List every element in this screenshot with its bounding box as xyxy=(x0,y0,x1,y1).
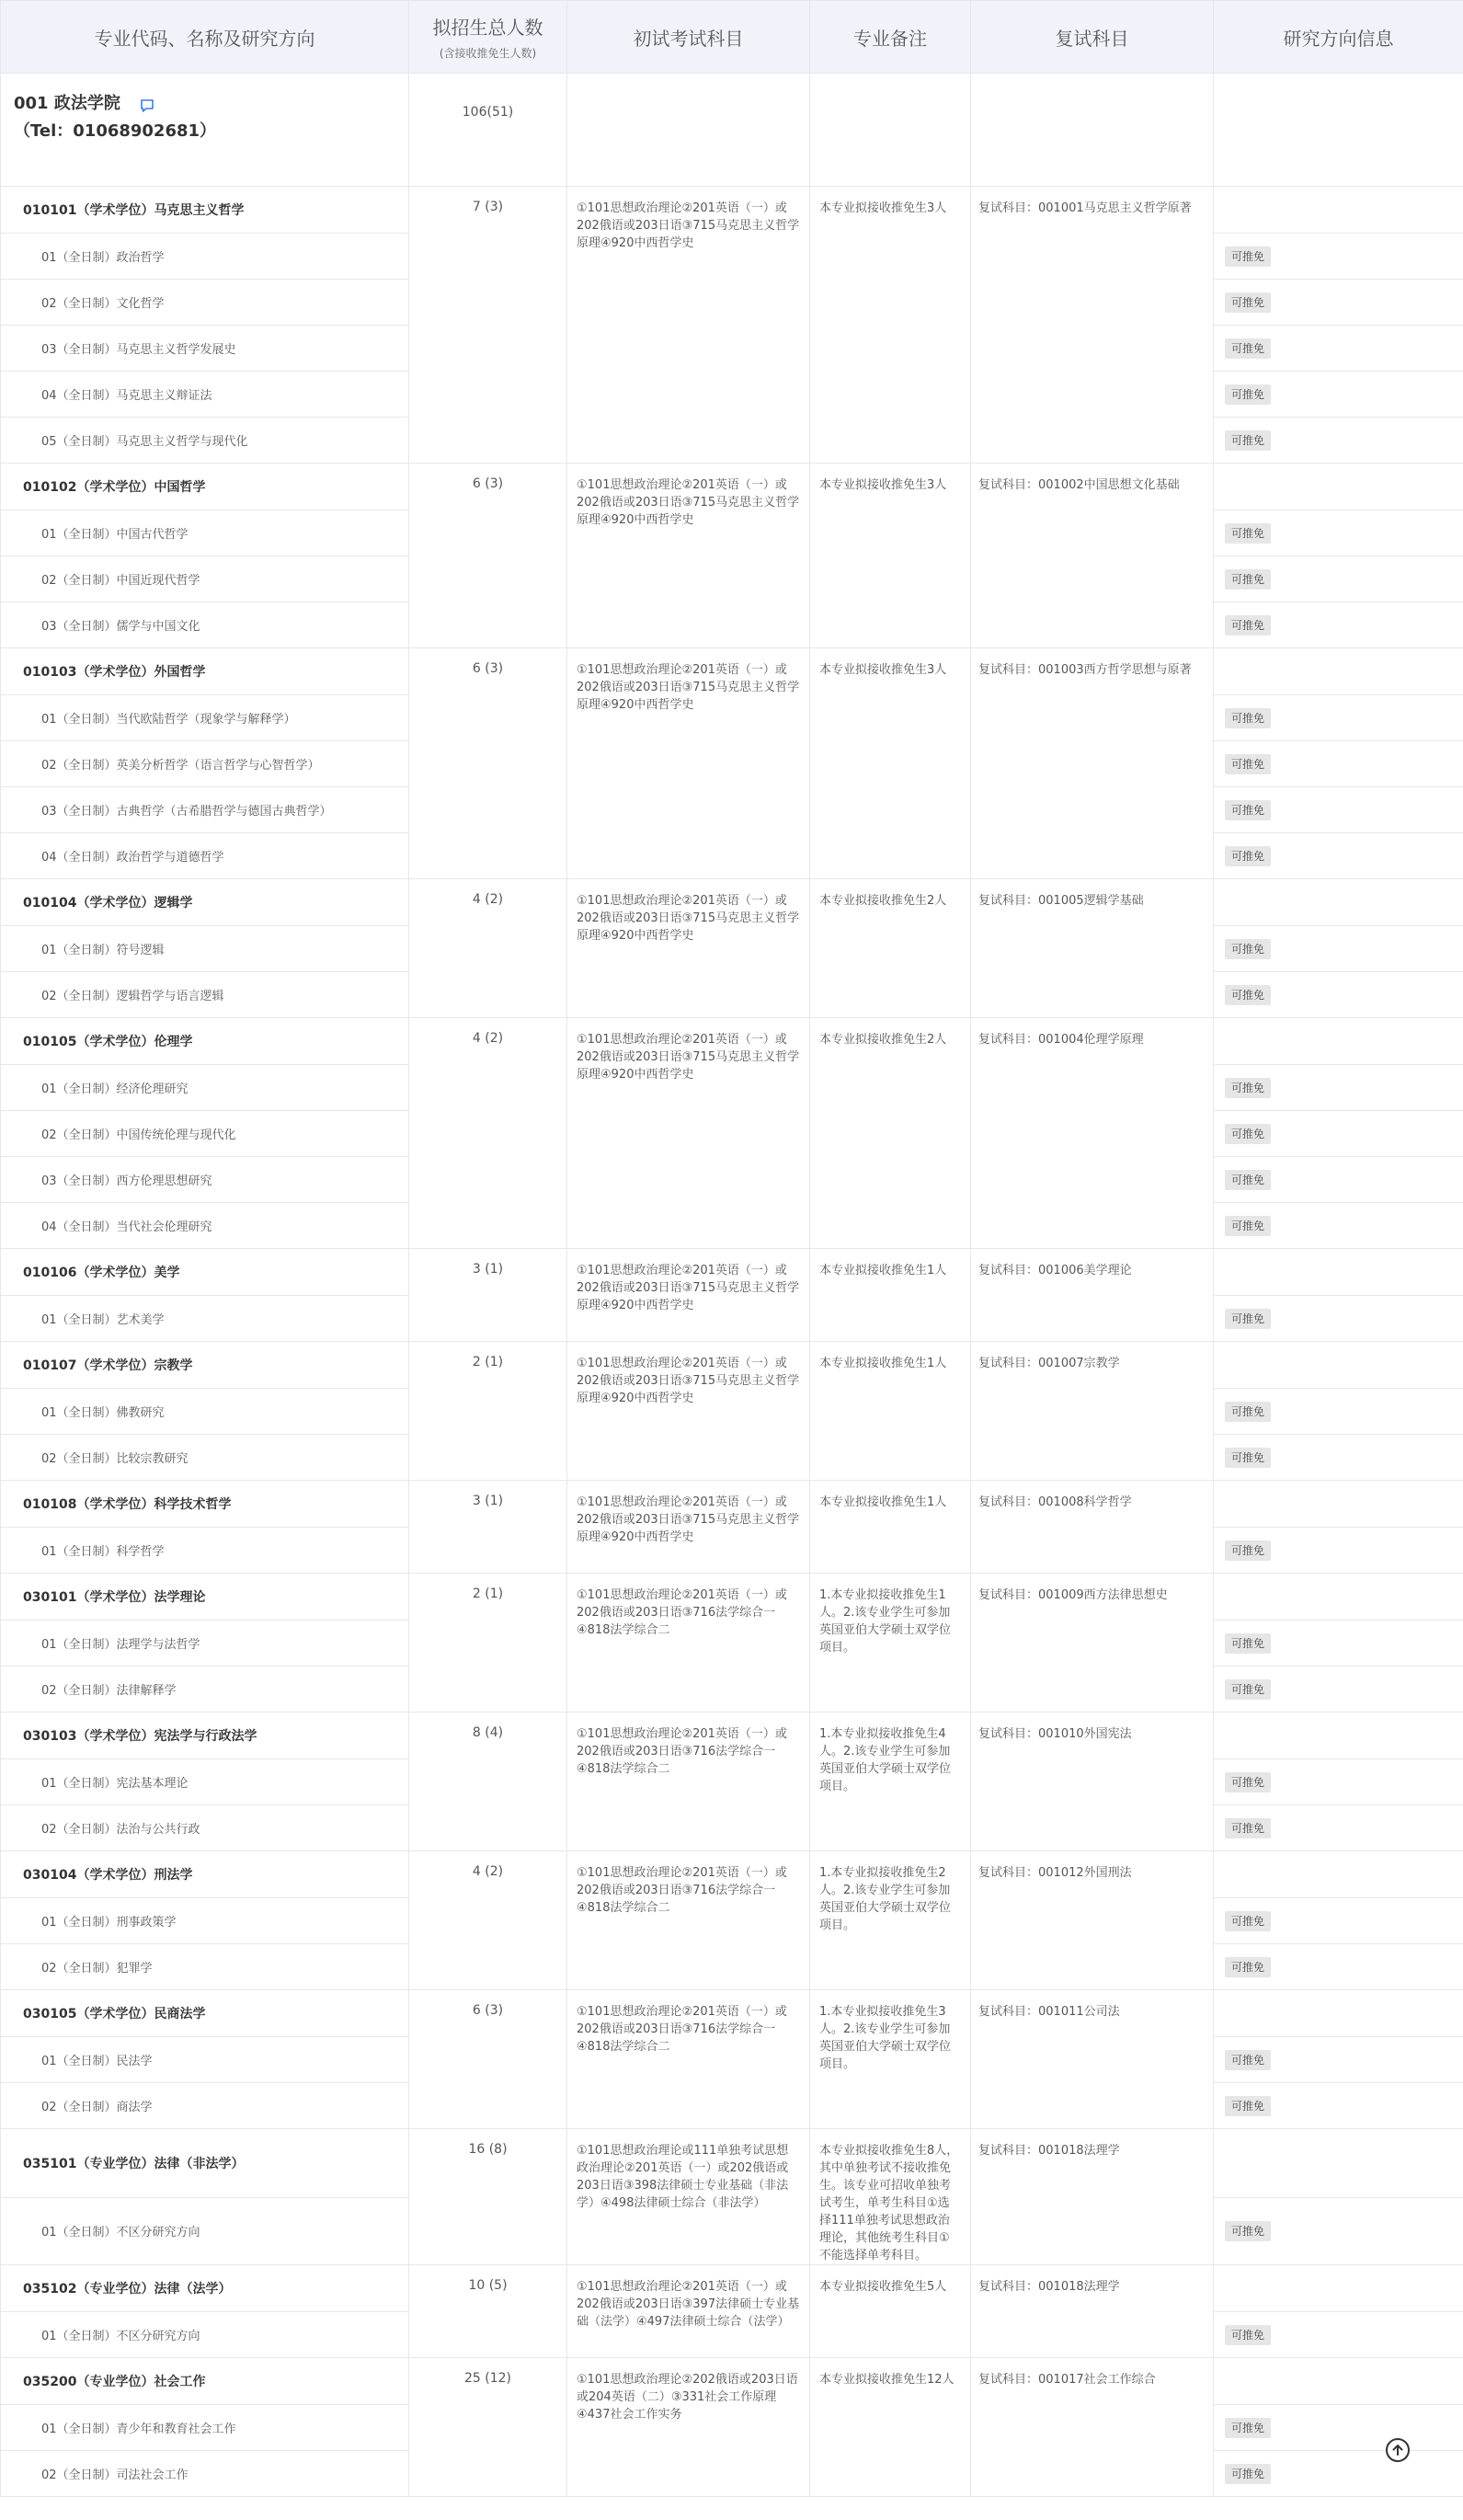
school-note-empty xyxy=(810,74,971,187)
major-retest: 复试科目：001017社会工作综合 xyxy=(971,2358,1214,2497)
major-retest: 复试科目：001006美学理论 xyxy=(971,1249,1214,1342)
major-info-empty xyxy=(1214,2265,1463,2312)
direction-label: 01（全日制）艺术美学 xyxy=(1,1296,409,1342)
recommend-badge[interactable]: 可推免 xyxy=(1225,1818,1271,1838)
major-exam: ①101思想政治理论②201英语（一）或202俄语或203日语③715马克思主义哲学原理④920中西哲学史 xyxy=(567,1342,810,1481)
direction-label: 02（全日制）比较宗教研究 xyxy=(1,1435,409,1481)
recommend-badge[interactable]: 可推免 xyxy=(1225,338,1271,359)
direction-info xyxy=(1214,1435,1463,1481)
major-title: 010108（学术学位）科学技术哲学 xyxy=(1,1481,409,1528)
direction-info xyxy=(1214,1065,1463,1111)
major-retest: 复试科目：001003西方哲学思想与原著 xyxy=(971,648,1214,879)
recommend-badge[interactable]: 可推免 xyxy=(1225,2418,1271,2438)
major-info-empty xyxy=(1214,464,1463,510)
direction-info xyxy=(1214,1389,1463,1435)
recommend-badge[interactable]: 可推免 xyxy=(1225,1911,1271,1931)
direction-info xyxy=(1214,1759,1463,1805)
major-note: 本专业拟接收推免生1人 xyxy=(810,1249,971,1342)
direction-label: 02（全日制）法治与公共行政 xyxy=(1,1805,409,1851)
major-title: 010106（学术学位）美学 xyxy=(1,1249,409,1296)
direction-label: 01（全日制）不区分研究方向 xyxy=(1,2312,409,2358)
major-info-empty xyxy=(1214,1342,1463,1389)
recommend-badge[interactable]: 可推免 xyxy=(1225,1541,1271,1561)
direction-label: 02（全日制）商法学 xyxy=(1,2083,409,2129)
direction-info xyxy=(1214,2197,1463,2264)
direction-label: 01（全日制）政治哲学 xyxy=(1,234,409,280)
recommend-badge[interactable]: 可推免 xyxy=(1225,939,1271,959)
recommend-badge[interactable]: 可推免 xyxy=(1225,246,1271,267)
direction-info xyxy=(1214,602,1463,648)
major-retest: 复试科目：001018法理学 xyxy=(971,2129,1214,2265)
direction-label: 01（全日制）青少年和教育社会工作 xyxy=(1,2405,409,2451)
major-total: 25 (12) xyxy=(409,2358,567,2497)
major-retest: 复试科目：001005逻辑学基础 xyxy=(971,879,1214,1018)
direction-info xyxy=(1214,1898,1463,1944)
major-row xyxy=(1,1249,1463,1296)
school-info-empty xyxy=(1214,74,1463,187)
direction-label: 01（全日制）法理学与法哲学 xyxy=(1,1621,409,1667)
school-cell xyxy=(1,74,409,187)
major-row xyxy=(1,879,1463,926)
school-row xyxy=(1,74,1463,187)
direction-label: 01（全日制）中国古代哲学 xyxy=(1,510,409,556)
direction-info xyxy=(1214,1805,1463,1851)
recommend-badge[interactable]: 可推免 xyxy=(1225,2464,1271,2484)
direction-label: 02（全日制）法律解释学 xyxy=(1,1667,409,1712)
major-total: 3 (1) xyxy=(409,1481,567,1574)
major-note: 1.本专业拟接收推免生4人。2.该专业学生可参加英国亚伯大学硕士双学位项目。 xyxy=(810,1712,971,1851)
major-total: 4 (2) xyxy=(409,1851,567,1990)
major-title: 035101（专业学位）法律（非法学） xyxy=(1,2129,409,2198)
major-title: 010101（学术学位）马克思主义哲学 xyxy=(1,187,409,234)
major-retest: 复试科目：001018法理学 xyxy=(971,2265,1214,2358)
major-info-empty xyxy=(1214,1481,1463,1528)
chat-icon[interactable] xyxy=(139,96,155,112)
direction-label: 04（全日制）马克思主义辩证法 xyxy=(1,372,409,418)
direction-label: 01（全日制）刑事政策学 xyxy=(1,1898,409,1944)
direction-info xyxy=(1214,1944,1463,1990)
recommend-badge[interactable]: 可推免 xyxy=(1225,1957,1271,1977)
major-exam: ①101思想政治理论②201英语（一）或202俄语或203日语③716法学综合一④818法学综合二 xyxy=(567,1574,810,1712)
major-title: 010105（学术学位）伦理学 xyxy=(1,1018,409,1065)
major-note: 1.本专业拟接收推免生3人。2.该专业学生可参加英国亚伯大学硕士双学位项目。 xyxy=(810,1990,971,2129)
recommend-badge[interactable]: 可推免 xyxy=(1225,569,1271,590)
major-note: 本专业拟接收推免生1人 xyxy=(810,1342,971,1481)
direction-info xyxy=(1214,372,1463,418)
major-exam: ①101思想政治理论②201英语（一）或202俄语或203日语③715马克思主义哲学原理④920中西哲学史 xyxy=(567,464,810,648)
header-total xyxy=(409,1,567,74)
major-exam: ①101思想政治理论②201英语（一）或202俄语或203日语③715马克思主义哲学原理④920中西哲学史 xyxy=(567,1249,810,1342)
recommend-badge[interactable]: 可推免 xyxy=(1225,846,1271,866)
direction-info xyxy=(1214,2312,1463,2358)
major-info-empty xyxy=(1214,879,1463,926)
major-note: 本专业拟接收推免生2人 xyxy=(810,1018,971,1249)
recommend-badge[interactable]: 可推免 xyxy=(1225,985,1271,1005)
major-note: 本专业拟接收推免生8人，其中单独考试不接收推免生。该专业可招收单独考试考生，单考生科目①选择111单独考试思想政治理论，其他统考生科目①不能选择单考科目。 xyxy=(810,2129,971,2265)
major-note: 本专业拟接收推免生5人 xyxy=(810,2265,971,2358)
major-title: 010103（学术学位）外国哲学 xyxy=(1,648,409,695)
direction-label: 03（全日制）马克思主义哲学发展史 xyxy=(1,326,409,372)
direction-label: 01（全日制）符号逻辑 xyxy=(1,926,409,972)
major-total: 16 (8) xyxy=(409,2129,567,2265)
direction-label: 01（全日制）不区分研究方向 xyxy=(1,2197,409,2264)
header-total-label: 拟招生总人数 xyxy=(432,17,543,39)
header-note: 专业备注 xyxy=(810,1,971,74)
major-info-empty xyxy=(1214,1574,1463,1621)
major-total: 4 (2) xyxy=(409,1018,567,1249)
major-row xyxy=(1,2129,1463,2198)
major-row xyxy=(1,1574,1463,1621)
major-row xyxy=(1,1990,1463,2037)
direction-info xyxy=(1214,2037,1463,2083)
direction-label: 03（全日制）西方伦理思想研究 xyxy=(1,1157,409,1203)
major-note: 1.本专业拟接收推免生1人。2.该专业学生可参加英国亚伯大学硕士双学位项目。 xyxy=(810,1574,971,1712)
direction-label: 02（全日制）中国近现代哲学 xyxy=(1,556,409,602)
direction-info xyxy=(1214,695,1463,741)
major-row xyxy=(1,1342,1463,1389)
major-retest: 复试科目：001009西方法律思想史 xyxy=(971,1574,1214,1712)
major-note: 本专业拟接收推免生3人 xyxy=(810,464,971,648)
direction-info xyxy=(1214,1157,1463,1203)
direction-label: 02（全日制）司法社会工作 xyxy=(1,2451,409,2497)
major-title: 030105（学术学位）民商法学 xyxy=(1,1990,409,2037)
major-exam: ①101思想政治理论②201英语（一）或202俄语或203日语③715马克思主义哲学原理④920中西哲学史 xyxy=(567,879,810,1018)
major-info-empty xyxy=(1214,1712,1463,1759)
major-info-empty xyxy=(1214,1990,1463,2037)
major-exam: ①101思想政治理论②201英语（一）或202俄语或203日语③715马克思主义哲学原理④920中西哲学史 xyxy=(567,1018,810,1249)
major-retest: 复试科目：001010外国宪法 xyxy=(971,1712,1214,1851)
direction-info xyxy=(1214,1203,1463,1249)
major-title: 010102（学术学位）中国哲学 xyxy=(1,464,409,510)
major-total: 6 (3) xyxy=(409,464,567,648)
major-total: 8 (4) xyxy=(409,1712,567,1851)
major-note: 本专业拟接收推免生3人 xyxy=(810,187,971,464)
school-name: 001 政法学院 xyxy=(14,94,120,113)
direction-label: 02（全日制）中国传统伦理与现代化 xyxy=(1,1111,409,1157)
major-info-empty xyxy=(1214,648,1463,695)
major-note: 本专业拟接收推免生12人 xyxy=(810,2358,971,2497)
recommend-badge[interactable]: 可推免 xyxy=(1225,1679,1271,1700)
recommend-badge[interactable]: 可推免 xyxy=(1225,2221,1271,2241)
major-title: 030104（学术学位）刑法学 xyxy=(1,1851,409,1898)
direction-label: 01（全日制）民法学 xyxy=(1,2037,409,2083)
major-info-empty xyxy=(1214,1249,1463,1296)
major-info-empty xyxy=(1214,1851,1463,1898)
direction-label: 01（全日制）宪法基本理论 xyxy=(1,1759,409,1805)
direction-info xyxy=(1214,787,1463,833)
major-note: 本专业拟接收推免生2人 xyxy=(810,879,971,1018)
major-row xyxy=(1,1018,1463,1065)
direction-info xyxy=(1214,833,1463,879)
major-info-empty xyxy=(1214,187,1463,234)
direction-label: 02（全日制）英美分析哲学（语言哲学与心智哲学） xyxy=(1,741,409,787)
recommend-badge[interactable]: 可推免 xyxy=(1225,1633,1271,1654)
major-total: 3 (1) xyxy=(409,1249,567,1342)
major-total: 4 (2) xyxy=(409,879,567,1018)
recommend-badge[interactable]: 可推免 xyxy=(1225,1448,1271,1468)
direction-info xyxy=(1214,1296,1463,1342)
major-exam: ①101思想政治理论②201英语（一）或202俄语或203日语③716法学综合一④818法学综合二 xyxy=(567,1990,810,2129)
major-title: 035200（专业学位）社会工作 xyxy=(1,2358,409,2405)
major-row xyxy=(1,648,1463,695)
major-retest: 复试科目：001008科学哲学 xyxy=(971,1481,1214,1574)
direction-info xyxy=(1214,1621,1463,1667)
arrow-up-icon xyxy=(1388,2440,1408,2460)
direction-label: 04（全日制）当代社会伦理研究 xyxy=(1,1203,409,1249)
recommend-badge[interactable]: 可推免 xyxy=(1225,430,1271,451)
major-retest: 复试科目：001011公司法 xyxy=(971,1990,1214,2129)
major-total: 10 (5) xyxy=(409,2265,567,2358)
major-exam: ①101思想政治理论或111单独考试思想政治理论②201英语（一）或202俄语或203日语③398法律硕士专业基础（非法学）④498法律硕士综合（非法学） xyxy=(567,2129,810,2265)
direction-info xyxy=(1214,418,1463,464)
major-retest: 复试科目：001012外国刑法 xyxy=(971,1851,1214,1990)
direction-label: 02（全日制）文化哲学 xyxy=(1,280,409,326)
major-row xyxy=(1,464,1463,510)
direction-info xyxy=(1214,972,1463,1018)
recommend-badge[interactable]: 可推免 xyxy=(1225,1309,1271,1329)
major-exam: ①101思想政治理论②201英语（一）或202俄语或203日语③715马克思主义哲学原理④920中西哲学史 xyxy=(567,187,810,464)
major-info-empty xyxy=(1214,2129,1463,2198)
header-major: 专业代码、名称及研究方向 xyxy=(1,1,409,74)
major-row xyxy=(1,2358,1463,2405)
header-total-sub: (含接收推免生人数) xyxy=(439,47,537,60)
school-total: 106(51) xyxy=(409,74,567,187)
direction-label: 01（全日制）佛教研究 xyxy=(1,1389,409,1435)
direction-info xyxy=(1214,2083,1463,2129)
major-total: 2 (1) xyxy=(409,1342,567,1481)
direction-info xyxy=(1214,510,1463,556)
major-retest: 复试科目：001001马克思主义哲学原著 xyxy=(971,187,1214,464)
direction-info xyxy=(1214,2451,1463,2497)
direction-info xyxy=(1214,926,1463,972)
recommend-badge[interactable]: 可推免 xyxy=(1225,615,1271,636)
major-total: 6 (3) xyxy=(409,648,567,879)
direction-label: 01（全日制）经济伦理研究 xyxy=(1,1065,409,1111)
recommend-badge[interactable]: 可推免 xyxy=(1225,2050,1271,2070)
major-title: 010107（学术学位）宗教学 xyxy=(1,1342,409,1389)
recommend-badge[interactable]: 可推免 xyxy=(1225,1124,1271,1144)
recommend-badge[interactable]: 可推免 xyxy=(1225,523,1271,544)
major-total: 2 (1) xyxy=(409,1574,567,1712)
direction-label: 01（全日制）科学哲学 xyxy=(1,1528,409,1574)
major-title: 035102（专业学位）法律（法学） xyxy=(1,2265,409,2312)
recommend-badge[interactable]: 可推免 xyxy=(1225,708,1271,728)
school-tel: （Tel：01068902681） xyxy=(14,121,217,141)
direction-info xyxy=(1214,1667,1463,1712)
major-exam: ①101思想政治理论②202俄语或203日语或204英语（二）③331社会工作原理④437社会工作实务 xyxy=(567,2358,810,2497)
recommend-badge[interactable]: 可推免 xyxy=(1225,1216,1271,1236)
major-exam: ①101思想政治理论②201英语（一）或202俄语或203日语③715马克思主义哲学原理④920中西哲学史 xyxy=(567,648,810,879)
recommend-badge[interactable]: 可推免 xyxy=(1225,800,1271,820)
school-exam-empty xyxy=(567,74,810,187)
major-exam: ①101思想政治理论②201英语（一）或202俄语或203日语③716法学综合一④818法学综合二 xyxy=(567,1712,810,1851)
recommend-badge[interactable]: 可推免 xyxy=(1225,1772,1271,1793)
direction-info xyxy=(1214,556,1463,602)
direction-info xyxy=(1214,234,1463,280)
major-row xyxy=(1,1851,1463,1898)
major-retest: 复试科目：001002中国思想文化基础 xyxy=(971,464,1214,648)
major-info-empty xyxy=(1214,1018,1463,1065)
header-exam: 初试考试科目 xyxy=(567,1,810,74)
recommend-badge[interactable]: 可推免 xyxy=(1225,754,1271,774)
direction-label: 05（全日制）马克思主义哲学与现代化 xyxy=(1,418,409,464)
direction-info xyxy=(1214,280,1463,326)
major-retest: 复试科目：001004伦理学原理 xyxy=(971,1018,1214,1249)
direction-label: 03（全日制）古典哲学（古希腊哲学与德国古典哲学） xyxy=(1,787,409,833)
header-retest: 复试科目 xyxy=(971,1,1214,74)
direction-label: 04（全日制）政治哲学与道德哲学 xyxy=(1,833,409,879)
recommend-badge[interactable]: 可推免 xyxy=(1225,292,1271,313)
recommend-badge[interactable]: 可推免 xyxy=(1225,2096,1271,2116)
recommend-badge[interactable]: 可推免 xyxy=(1225,1078,1271,1098)
direction-label: 03（全日制）儒学与中国文化 xyxy=(1,602,409,648)
direction-info xyxy=(1214,1111,1463,1157)
direction-info xyxy=(1214,326,1463,372)
major-exam: ①101思想政治理论②201英语（一）或202俄语或203日语③716法学综合一④818法学综合二 xyxy=(567,1851,810,1990)
major-total: 6 (3) xyxy=(409,1990,567,2129)
major-note: 1.本专业拟接收推免生2人。2.该专业学生可参加英国亚伯大学硕士双学位项目。 xyxy=(810,1851,971,1990)
scroll-top-button[interactable] xyxy=(1386,2438,1410,2462)
recommend-badge[interactable]: 可推免 xyxy=(1225,384,1271,405)
major-exam: ①101思想政治理论②201英语（一）或202俄语或203日语③397法律硕士专业基础（法学）④497法律硕士综合（法学） xyxy=(567,2265,810,2358)
major-row xyxy=(1,2265,1463,2312)
major-info-empty xyxy=(1214,2358,1463,2405)
recommend-badge[interactable]: 可推免 xyxy=(1225,2325,1271,2345)
recommend-badge[interactable]: 可推免 xyxy=(1225,1170,1271,1190)
recommend-badge[interactable]: 可推免 xyxy=(1225,1402,1271,1422)
school-retest-empty xyxy=(971,74,1214,187)
major-title: 030101（学术学位）法学理论 xyxy=(1,1574,409,1621)
direction-info xyxy=(1214,2405,1463,2451)
header-info: 研究方向信息 xyxy=(1214,1,1463,74)
major-total: 7 (3) xyxy=(409,187,567,464)
major-title: 030103（学术学位）宪法学与行政法学 xyxy=(1,1712,409,1759)
major-retest: 复试科目：001007宗教学 xyxy=(971,1342,1214,1481)
direction-info xyxy=(1214,1528,1463,1574)
major-title: 010104（学术学位）逻辑学 xyxy=(1,879,409,926)
major-row xyxy=(1,1712,1463,1759)
direction-info xyxy=(1214,741,1463,787)
major-row xyxy=(1,1481,1463,1528)
table-header xyxy=(1,1,1463,74)
major-note: 本专业拟接收推免生1人 xyxy=(810,1481,971,1574)
major-note: 本专业拟接收推免生3人 xyxy=(810,648,971,879)
direction-label: 02（全日制）逻辑哲学与语言逻辑 xyxy=(1,972,409,1018)
major-exam: ①101思想政治理论②201英语（一）或202俄语或203日语③715马克思主义哲学原理④920中西哲学史 xyxy=(567,1481,810,1574)
major-row xyxy=(1,187,1463,234)
direction-label: 01（全日制）当代欧陆哲学（现象学与解释学） xyxy=(1,695,409,741)
direction-label: 02（全日制）犯罪学 xyxy=(1,1944,409,1990)
